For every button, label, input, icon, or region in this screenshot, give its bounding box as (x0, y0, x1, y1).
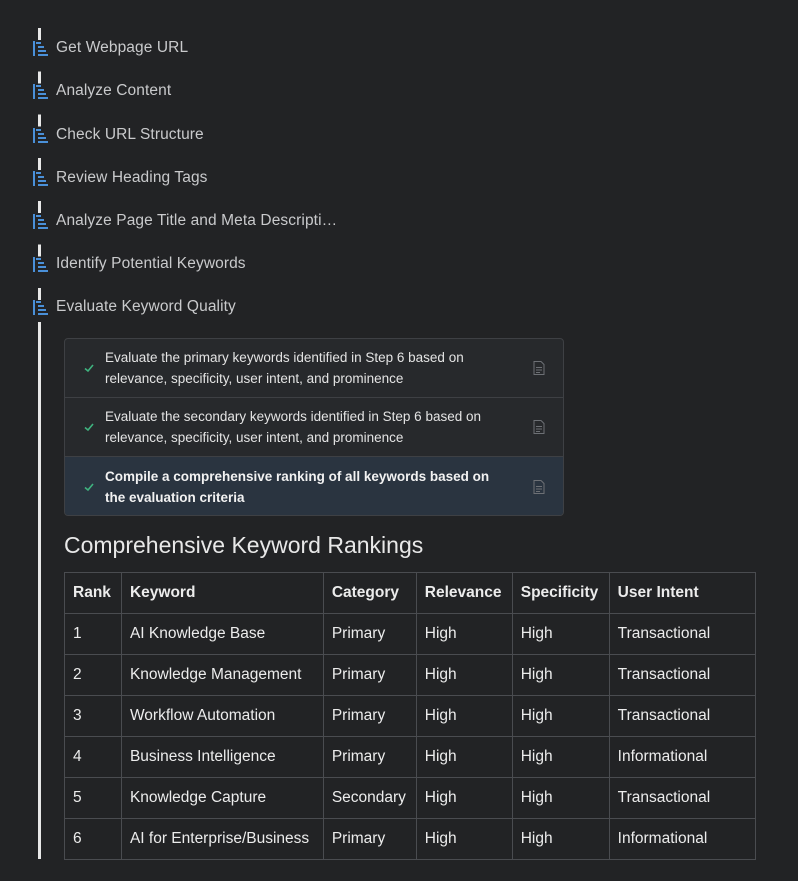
table-cell: High (416, 778, 512, 819)
column-header-relevance: Relevance (416, 573, 512, 614)
column-header-user-intent: User Intent (609, 573, 755, 614)
table-cell: Transactional (609, 655, 755, 696)
subtask-text: Evaluate the secondary keywords identified in Step 6 based on relevance, specificity, user intent, and prominence (105, 409, 481, 445)
table-cell: Workflow Automation (121, 696, 323, 737)
step-label: Evaluate Keyword Quality (56, 298, 236, 315)
table-cell: AI Knowledge Base (121, 614, 323, 655)
section-title: Comprehensive Keyword Rankings (64, 532, 424, 558)
table-cell: High (512, 778, 609, 819)
table-cell: Informational (609, 819, 755, 860)
task-list-icon (32, 40, 49, 57)
step-analyze-content[interactable] (32, 80, 171, 102)
table-cell: Secondary (323, 778, 416, 819)
table-cell: High (512, 614, 609, 655)
table-cell: High (416, 819, 512, 860)
document-icon[interactable] (533, 479, 545, 494)
document-icon[interactable] (533, 361, 545, 376)
table-cell: High (512, 819, 609, 860)
step-identify-potential-keywords[interactable] (32, 253, 246, 275)
table-cell: Transactional (609, 614, 755, 655)
step-check-url-structure[interactable] (32, 124, 204, 146)
table-cell: 6 (65, 819, 122, 860)
table-cell: High (416, 614, 512, 655)
table-cell: 3 (65, 696, 122, 737)
check-icon (83, 362, 95, 374)
table-cell: High (512, 696, 609, 737)
task-list-icon (32, 170, 49, 187)
table-cell: AI for Enterprise/Business (121, 819, 323, 860)
step-analyze-page-title[interactable] (32, 210, 337, 232)
table-cell: 1 (65, 614, 122, 655)
subtask-item[interactable] (65, 339, 563, 398)
step-get-webpage-url[interactable] (32, 37, 188, 59)
table-cell: High (512, 655, 609, 696)
table-cell: Primary (323, 614, 416, 655)
subtask-text: Evaluate the primary keywords identified in Step 6 based on relevance, specificity, user intent, and prominence (105, 350, 464, 386)
table-cell: Business Intelligence (121, 737, 323, 778)
table-cell: High (512, 737, 609, 778)
table-cell: Primary (323, 819, 416, 860)
table-row (65, 696, 756, 737)
table-cell: Primary (323, 655, 416, 696)
table-cell: Knowledge Capture (121, 778, 323, 819)
column-header-rank: Rank (65, 573, 122, 614)
table-cell: High (416, 737, 512, 778)
task-list-icon (32, 83, 49, 100)
table-cell: Knowledge Management (121, 655, 323, 696)
step-label: Analyze Page Title and Meta Descripti… (56, 212, 338, 229)
column-header-specificity: Specificity (512, 573, 609, 614)
column-header-keyword: Keyword (121, 573, 323, 614)
step-label: Get Webpage URL (56, 39, 189, 56)
check-icon (83, 421, 95, 433)
table-cell: 2 (65, 655, 122, 696)
subtask-item[interactable] (65, 398, 563, 457)
table-cell: High (416, 696, 512, 737)
table-cell: 4 (65, 737, 122, 778)
table-cell: Informational (609, 737, 755, 778)
table-row (65, 655, 756, 696)
task-list-icon (32, 127, 49, 144)
table-cell: Transactional (609, 696, 755, 737)
document-icon[interactable] (533, 420, 545, 435)
table-row (65, 614, 756, 655)
table-row (65, 819, 756, 860)
table-cell: 5 (65, 778, 122, 819)
column-header-category: Category (323, 573, 416, 614)
keyword-rankings-table (64, 572, 756, 860)
task-list-icon (32, 256, 49, 273)
subtask-text: Compile a comprehensive ranking of all keywords based on the evaluation criteria (105, 468, 490, 505)
step-review-heading-tags[interactable] (32, 167, 208, 189)
subtask-item-active[interactable] (65, 457, 563, 516)
step-evaluate-keyword-quality[interactable] (32, 296, 236, 318)
step-label: Review Heading Tags (56, 169, 208, 186)
step-label: Check URL Structure (56, 126, 204, 143)
table-cell: High (416, 655, 512, 696)
task-list-icon (32, 299, 49, 316)
check-icon (83, 481, 95, 493)
table-row (65, 737, 756, 778)
table-cell: Primary (323, 696, 416, 737)
step-label: Analyze Content (56, 82, 172, 99)
subtask-list (64, 338, 564, 516)
table-row (65, 778, 756, 819)
table-cell: Transactional (609, 778, 755, 819)
step-label: Identify Potential Keywords (56, 255, 246, 272)
table-header-row (65, 573, 756, 614)
table-cell: Primary (323, 737, 416, 778)
timeline-rail-active (38, 322, 41, 859)
task-list-icon (32, 213, 49, 230)
